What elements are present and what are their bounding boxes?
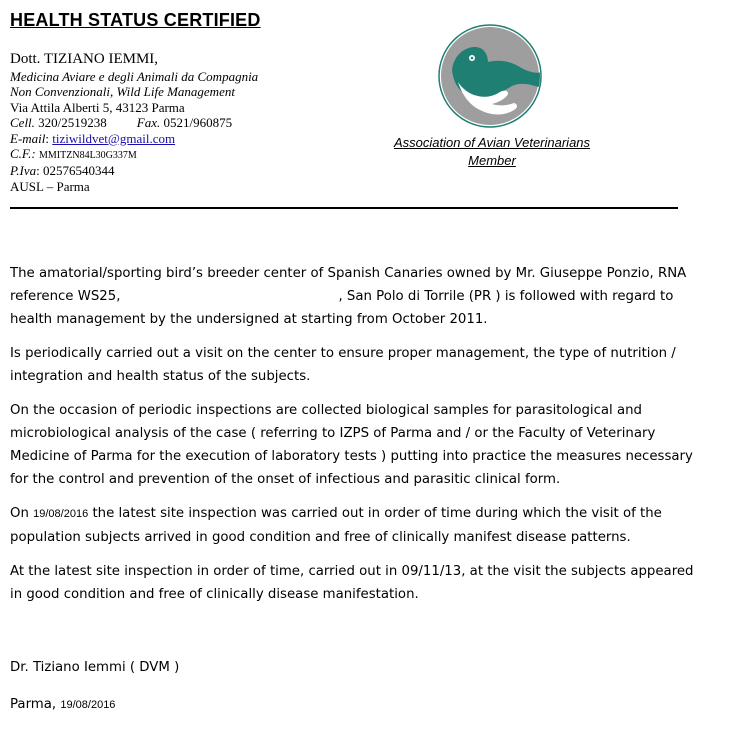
paragraph-1 — [10, 262, 700, 331]
piva-line: P.Iva: 02576540344 — [10, 163, 115, 179]
email-link[interactable]: tiziwildvet@gmail.com — [52, 130, 176, 146]
phone-line — [10, 115, 340, 130]
place-and-date — [10, 695, 115, 715]
signature-name: Dr. Tiziano Iemmi ( DVM ) — [10, 660, 180, 675]
cell-value: 320/2519238 — [38, 115, 107, 131]
paragraph-4-prefix: On — [10, 506, 29, 521]
email-line: E-mail: tiziwildvet@gmail.com — [10, 130, 176, 146]
signature-date: 19/08/2016 — [60, 699, 116, 711]
address: Via Attila Alberti 5, 43123 Parma — [10, 99, 185, 115]
certificate-body — [10, 262, 700, 617]
specialty-line-1: Medicina Aviare e degli Animali da Compagnia — [10, 69, 259, 84]
association-line-2: Member — [468, 153, 516, 168]
cf-line — [10, 146, 340, 163]
avian-veterinarians-logo-icon — [438, 24, 542, 128]
cf-value: MMITZN84L30G337M — [39, 150, 137, 162]
piva-label: P.Iva — [10, 163, 37, 179]
piva-value: 02576540344 — [43, 163, 115, 179]
inspection-date: 19/08/2016 — [33, 508, 89, 520]
fax-value: 0521/960875 — [163, 115, 233, 131]
cf-label: C.F.: — [10, 146, 36, 162]
paragraph-4 — [10, 502, 700, 549]
paragraph-1-start: The amatorial/sporting bird’s breeder center of Spanish Canaries owned by Mr. Giuseppe Ponzio, RNA reference WS25, — [10, 266, 687, 304]
place-label: Parma, — [10, 697, 57, 712]
paragraph-5: At the latest site inspection in order of time, carried out in 09/11/13, at the visit the subjects appeared in good condition and free of clinically disease manifestation. — [10, 564, 694, 602]
paragraph-4-rest: the latest site inspection was carried out in order of time during which the visit of the population subjects arrived in good condition and free of clinically manifest disease patterns. — [10, 506, 662, 545]
header-divider — [10, 207, 678, 209]
paragraph-3: On the occasion of periodic inspections are collected biological samples for parasitological and microbiological analysis of the case ( referring to IZPS of Parma and / or the Faculty of Veterinary Medicine of Parma for the execution of laboratory tests ) putting into practice the measures necessary for the control and prevention of the onset of infectious and parasitic clinical form. — [10, 403, 693, 487]
cell-label: Cell. — [10, 115, 35, 131]
paragraph-2: Is periodically carried out a visit on the center to ensure proper management, the type of nutrition / integration and health status of the subjects. — [10, 346, 676, 384]
specialty-line-2: Non Convenzionali, Wild Life Management — [10, 84, 235, 100]
document-title: HEALTH STATUS CERTIFIED — [10, 10, 261, 30]
association-membership — [360, 134, 624, 170]
doctor-name: Dott. TIZIANO IEMMI, — [10, 51, 159, 67]
association-line-1: Association of Avian Veterinarians — [393, 135, 591, 150]
fax-label: Fax. — [136, 115, 161, 131]
paragraph-1-end: , San Polo di Torrile (PR ) is followed with regard to health management by the undersigned at starting from October 2011. — [10, 289, 674, 327]
ausl: AUSL – Parma — [10, 178, 90, 194]
email-label: E-mail — [10, 130, 46, 146]
letterhead — [10, 50, 340, 194]
